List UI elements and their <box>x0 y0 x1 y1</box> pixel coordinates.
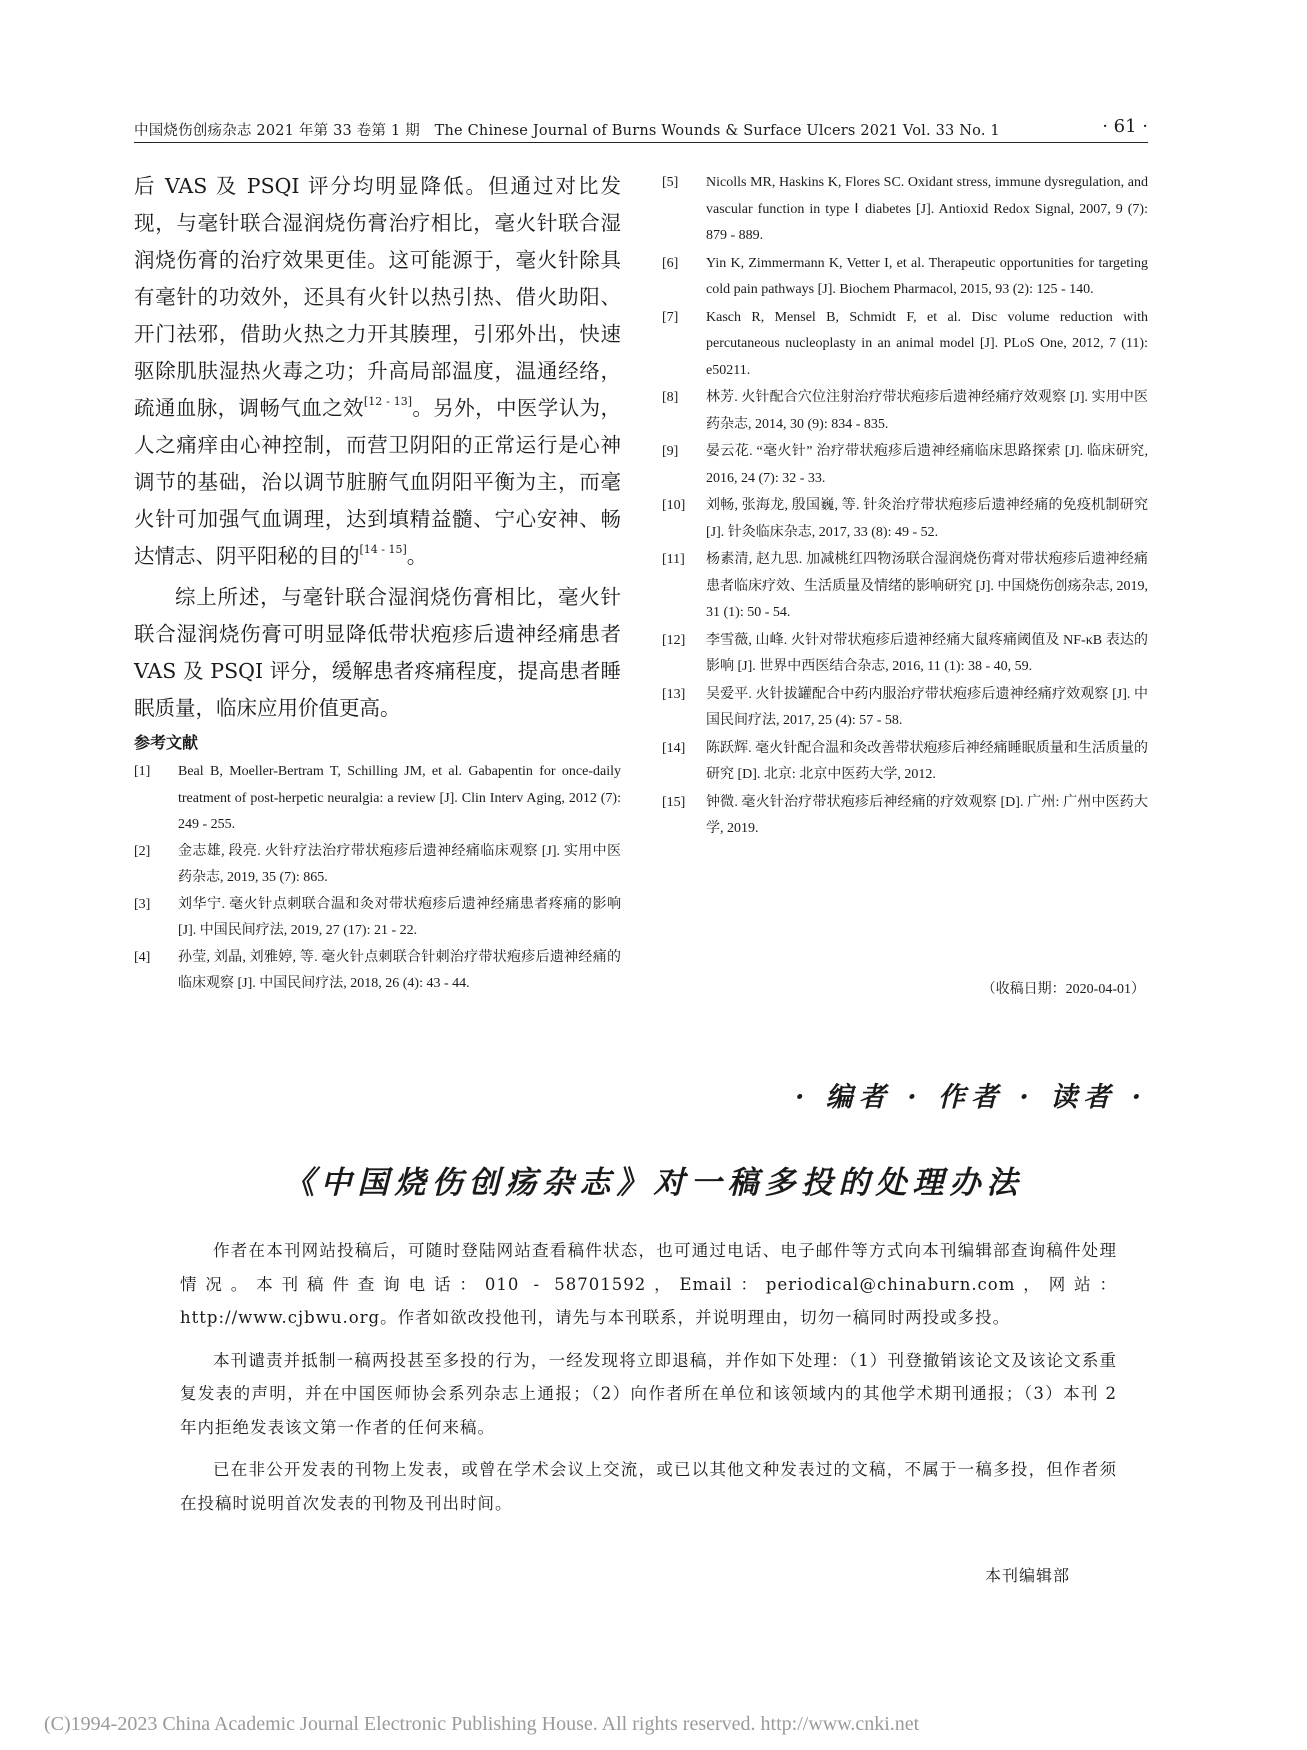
reference-number: [13] <box>662 686 686 702</box>
reference-item <box>662 251 1148 304</box>
notice-paragraph: 本刊谴责并抵制一稿两投甚至多投的行为，一经发现将立即退稿，并作如下处理：（1）刊登撤销该论文及该论文系重复发表的声明，并在中国医师协会系列杂志上通报；（2）向作者所在单位和该领域内的其他学术期刊通报；（3）本刊 2 年内拒绝发表该文第一作者的任何来稿。 <box>180 1350 1117 1437</box>
reference-item <box>662 493 1148 546</box>
reference-item <box>662 736 1148 789</box>
section-label: · 编者 · 作者 · 读者 · <box>795 1082 1147 1113</box>
notice-paragraph: 已在非公开发表的刊物上发表，或曾在学术会议上交流，或已以其他文种发表过的文稿，不属于一稿多投，但作者须在投稿时说明首次发表的刊物及刊出时间。 <box>180 1460 1117 1513</box>
reference-text: 金志雄, 段亮. 火针疗法治疗带状疱疹后遗神经痛临床观察 [J]. 实用中医药杂志, 2019, 35 (7): 865. <box>178 843 621 885</box>
body-text: 。另外，中医学认为，人之痛痒由心神控制，而营卫阴阳的正常运行是心神调节的基础，治以调节脏腑气血阴阳平衡为主，而毫火针可加强气血调理，达到填精益髓、宁心安神、畅达情志、阴平阳秘的目的 <box>134 396 622 568</box>
reference-text: 钟微. 毫火针治疗带状疱疹后神经痛的疗效观察 [D]. 广州: 广州中医药大学, 2019. <box>706 794 1148 836</box>
reference-item <box>134 759 621 839</box>
reference-number: [15] <box>662 794 686 810</box>
citation-marker: [14 - 15] <box>359 543 407 556</box>
reference-item <box>662 170 1148 250</box>
notice-body <box>180 1234 1117 1529</box>
reference-text: 孙莹, 刘晶, 刘雅婷, 等. 毫火针点刺联合针刺治疗带状疱疹后遗神经痛的临床观察 [J]. 中国民间疗法, 2018, 26 (4): 43 - 44. <box>178 949 621 991</box>
right-column <box>662 170 1148 844</box>
reference-item <box>662 547 1148 627</box>
left-column <box>134 168 621 998</box>
reference-item <box>662 439 1148 492</box>
reference-text: 吴爱平. 火针拔罐配合中药内服治疗带状疱疹后遗神经痛疗效观察 [J]. 中国民间疗法, 2017, 25 (4): 57 - 58. <box>706 686 1148 728</box>
reference-text: Nicolls MR, Haskins K, Flores SC. Oxidant stress, immune dysregulation, and vascular function in type Ⅰ diabetes [J]. Antioxid Redox Signal, 2007, 9 (7): 879 - 889. <box>706 175 1148 243</box>
reference-number: [10] <box>662 498 686 513</box>
received-date: （收稿日期：2020-04-01） <box>981 982 1145 997</box>
reference-number: [1] <box>134 764 151 779</box>
reference-number: [3] <box>134 896 151 912</box>
reference-item <box>662 790 1148 843</box>
reference-item <box>662 682 1148 735</box>
reference-text: 刘华宁. 毫火针点刺联合温和灸对带状疱疹后遗神经痛患者疼痛的影响 [J]. 中国民间疗法, 2019, 27 (17): 21 - 22. <box>178 896 621 938</box>
reference-item <box>134 945 621 998</box>
editorial-signature: 本刊编辑部 <box>984 1566 1070 1585</box>
reference-number: [11] <box>662 552 685 567</box>
reference-item <box>662 305 1148 385</box>
reference-item <box>134 839 621 892</box>
notice-paragraph: 作者在本刊网站投稿后，可随时登陆网站查看稿件状态，也可通过电话、电子邮件等方式向本刊编辑部查询稿件处理情况。本刊稿件查询电话：010 - 58701592，Email：periodical@chinaburn.com，网站：http://www.cjbwu.org。作者如欲改投他刊，请先与本刊联系，并说明理由，切勿一稿同时两投或多投。 <box>180 1241 1117 1327</box>
reference-number: [9] <box>662 444 679 459</box>
reference-text: 刘畅, 张海龙, 殷国巍, 等. 针灸治疗带状疱疹后遗神经痛的免疫机制研究 [J]. 针灸临床杂志, 2017, 33 (8): 49 - 52. <box>706 498 1148 540</box>
reference-number: [8] <box>662 390 679 405</box>
reference-item <box>662 385 1148 438</box>
reference-number: [12] <box>662 632 686 648</box>
reference-text: Kasch R, Mensel B, Schmidt F, et al. Disc volume reduction with percutaneous nucleoplasty in an animal model [J]. PLoS One, 2012, 7 (11): e50211. <box>706 309 1148 378</box>
reference-text: 陈跃辉. 毫火针配合温和灸改善带状疱疹后神经痛睡眠质量和生活质量的研究 [D]. 北京: 北京中医药大学, 2012. <box>706 740 1148 782</box>
body-paragraph-1 <box>134 168 621 575</box>
body-text: 后 VAS 及 PSQI 评分均明显降低。但通过对比发现，与毫针联合湿润烧伤膏治疗相比，毫火针联合湿润烧伤膏的治疗效果更佳。这可能源于，毫火针除具有毫针的功效外，还具有火针以热引热、借火助阳、开门祛邪，借助火热之力开其腠理，引邪外出，快速驱除肌肤湿热火毒之功；升高局部温度，温通经络，疏通血脉，调畅气血之效 <box>134 174 621 420</box>
body-text: 。 <box>406 544 428 568</box>
reference-number: [4] <box>134 949 151 965</box>
reference-number: [5] <box>662 175 679 190</box>
running-header: 中国烧伤创疡杂志 2021 年第 33 卷第 1 期 The Chinese Journal of Burns Wounds & Surface Ulcers 2021 Vol. 33 No. 1 <box>134 123 1000 139</box>
reference-text: Beal B, Moeller-Bertram T, Schilling JM, et al. Gabapentin for once-daily treatment of post-herpetic neuralgia: a review [J]. Clin Interv Aging, 2012 (7): 249 - 255. <box>178 764 621 832</box>
reference-number: [6] <box>662 255 679 271</box>
reference-text: 林芳. 火针配合穴位注射治疗带状疱疹后遗神经痛疗效观察 [J]. 实用中医药杂志, 2014, 30 (9): 834 - 835. <box>706 390 1148 432</box>
body-paragraph-2: 综上所述，与毫针联合湿润烧伤膏相比，毫火针联合湿润烧伤膏可明显降低带状疱疹后遗神经痛患者 VAS 及 PSQI 评分，缓解患者疼痛程度，提高患者睡眠质量，临床应用价值更高。 <box>134 585 621 720</box>
reference-number: [14] <box>662 740 686 756</box>
reference-text: 晏云花. “毫火针” 治疗带状疱疹后遗神经痛临床思路探索 [J]. 临床研究, 2016, 24 (7): 32 - 33. <box>706 444 1148 486</box>
reference-text: 杨素清, 赵九思. 加减桃红四物汤联合湿润烧伤膏对带状疱疹后遗神经痛患者临床疗效、生活质量及情绪的影响研究 [J]. 中国烧伤创疡杂志, 2019, 31 (1): 50 - 54. <box>706 552 1148 620</box>
page-number: · 61 · <box>1102 116 1148 137</box>
reference-item <box>662 628 1148 681</box>
reference-item <box>134 892 621 945</box>
references-heading: 参考文献 <box>134 733 199 752</box>
citation-marker: [12 - 13] <box>363 395 412 408</box>
reference-text: Yin K, Zimmermann K, Vetter I, et al. Therapeutic opportunities for targeting cold pain pathways [J]. Biochem Pharmacol, 2015, 93 (2): 125 - 140. <box>706 255 1148 297</box>
copyright-footer: (C)1994-2023 China Academic Journal Electronic Publishing House. All rights reserved. http://www.cnki.net <box>44 1713 920 1735</box>
header-rule <box>134 142 1148 143</box>
reference-number: [2] <box>134 843 151 859</box>
reference-text: 李雪薇, 山峰. 火针对带状疱疹后遗神经痛大鼠疼痛阈值及 NF-κB 表达的影响 [J]. 世界中西医结合杂志, 2016, 11 (1): 38 - 40, 59. <box>706 632 1148 674</box>
notice-title: 《中国烧伤创疡杂志》对一稿多投的处理办法 <box>283 1165 1024 1201</box>
reference-number: [7] <box>662 309 679 325</box>
